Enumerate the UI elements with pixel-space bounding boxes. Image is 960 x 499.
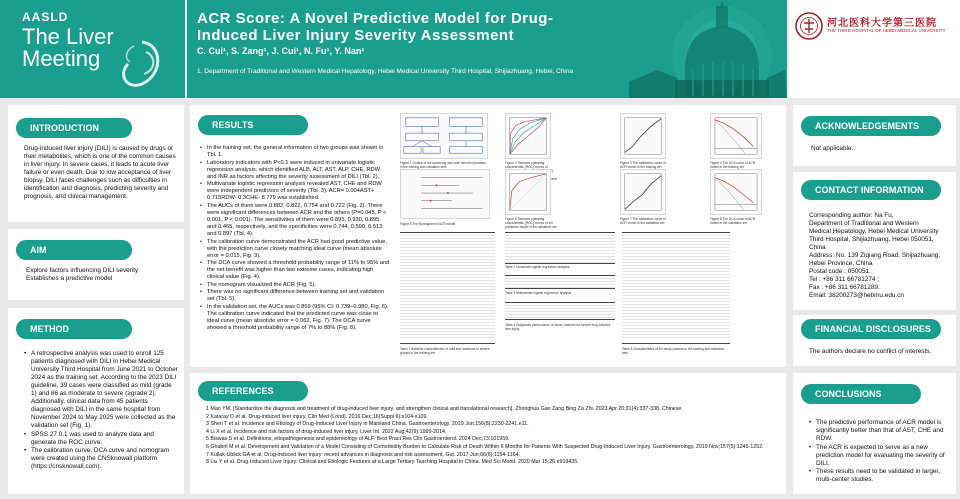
table-5-caption: Table 5 Characteristics of the study patients in the training and validation sets (622, 347, 725, 355)
figure-4-dca-chart (710, 113, 762, 159)
capitol-dome-illustration (627, 0, 787, 98)
financial-panel (793, 315, 956, 366)
figure-1-flowchart (400, 113, 488, 159)
method-panel (8, 308, 184, 494)
results-item: • The calibration curve demonstrated the ACR had good predictive value, with the prediction curve closely matching ideal curve (mean absolute error = 0.015, Fig. 3). (200, 239, 390, 260)
contact-line: China (809, 244, 826, 251)
reference-item: 8 Liu Y et al. Drug-Induced Liver Injury: Clinical and Etiologic Features at a Large Tertiary Teaching Hospital in China. Med Sci Monit. 2020 Mar 15;26:e919435. (206, 459, 579, 466)
acknowledgements-panel (793, 105, 956, 166)
aim-text (26, 267, 178, 283)
method-heading: METHOD (16, 319, 132, 339)
table-4-diagnostic (505, 302, 615, 320)
contact-line: Tel : +86 311 66781274 ; (809, 276, 880, 283)
references-list (206, 406, 780, 467)
table-4-caption: Table 4 Diagnostic performance of serum markers for severe drug-induced liver injury (505, 323, 611, 331)
liver-meeting-logo (22, 26, 114, 70)
hospital-seal-icon (795, 12, 823, 40)
contact-text (809, 212, 954, 300)
reference-item: 4 Li X et al. Incidence and risk factors of drug-induced liver injury. Liver Int. 2022 Aug;42(9):1999-2014. (206, 428, 447, 435)
contact-panel (793, 172, 956, 310)
table-1-caption: Table 1 Baseline characteristics of mild and moderate to severe groups in the training set (400, 347, 490, 355)
aasld-logo-text: AASLD (22, 10, 69, 24)
contact-heading: CONTACT INFORMATION (801, 180, 941, 200)
aim-line-1: Explore factors influencing DILI severity (26, 267, 139, 274)
introduction-panel (8, 105, 184, 222)
figure-8-caption: Figure 8 The DCA curve of ACR model in the validation set (710, 217, 756, 225)
introduction-heading: INTRODUCTION (16, 118, 132, 138)
figure-7-caption: Figure 7 The calibration curve of ACR model in the validation set (620, 217, 666, 225)
conclusions-list (809, 419, 951, 485)
meeting-logo-panel (0, 0, 185, 98)
conclusion-item: • The ACR is expected to serve as a new prediction model for evaluating the severity of DILI. (809, 444, 951, 468)
figure-2-roc-chart (505, 113, 551, 159)
figure-8-dca-chart (710, 169, 762, 215)
author-list: C. Cui¹, S. Zang¹, J. Cui¹, N. Fu¹, Y. Nan¹ (197, 46, 365, 56)
figure-7-calibration-chart (620, 169, 666, 215)
contact-line: Fax : +86 311 66781289. (809, 284, 880, 291)
results-item: • The DCA curve showed a threshold probability range of 11% to 95% and the net benefit was higher than two extreme cases, indicating high clinical value (Fig. 4). (200, 260, 390, 281)
reference-item: 6 Ghabril M et al. Development and Validation of a Model Consisting of Comorbidity Burden to Calculate Risk of Death Within 6 Months for Patients With Suspected Drug-Induced Liver Injury. Gastroenterology. 2019 Nov;157(5):1245-1252. (206, 443, 764, 450)
hospital-name-cn: 河北医科大学第三医院 (827, 18, 937, 29)
figure-2-caption: Figure 2 Receiver operating characteristic (ROC) curves of aspartate aminotransferase (AST), cholinesterase (CHE), red cell volume distribution width (RDW) and ACR model in the training set (505, 161, 557, 185)
contact-line: Department of Traditional and Western (809, 220, 919, 227)
reference-item: 7 Kullak-Ublick GA et al. Drug-induced liver injury: recent advances in diagnosis and risk assessment. Gut. 2017 Jun;66(6):1154-1164. (206, 451, 520, 458)
reference-item: 3 Shen T et al. Incidence and Etiology of Drug-Induced Liver Injury in Mainland China. Gastroenterology. 2019 Jun;156(8):2230-2241.e11. (206, 421, 529, 428)
conclusion-item: • The predictive performance of ACR model is significantly better than that of AST, CHE and RDW. (809, 419, 951, 443)
aim-heading: AIM (16, 240, 132, 260)
table-2-caption: Table 2 Univariate logistic regression analysis (505, 265, 570, 269)
introduction-text: Drug-induced liver injury (DILI) is caused by drugs or their metabolites, which is one of the common causes in liver injury. In severe cases, it leads to acute liver failure or even death. Due to low acceptance of liver biopsy, DILI faces challenges such as difficulties in identification and diagnosis, predicting severity and prognosis, and clinical management. (24, 145, 176, 200)
aim-line-2: Establishes a predictive model (26, 275, 113, 282)
figure-5-nomogram (400, 169, 490, 219)
figure-6-caption: Figure 6 Receiver operating characteristic (ROC) curves of the prediction model in the validation set (505, 217, 557, 229)
results-item: • In the validation set, the AUCs was 0.859 (95% CI: 0.739–0.980, Fig. 6). The calibration curve indicated that the predicted curve was close to ideal curve (mean absolute error = 0.062, Fig. 7). The DCA curve showed a threshold probability range of 7% to 88% (Fig. 8). (200, 304, 390, 332)
results-item: • In the training set, the general information of two groups was shown in Tbl. 1. (200, 145, 390, 159)
reference-item: 1 Mao YM. [Standardize the diagnosis and treatment of drug-induced liver injury, and strengthen clinical and translational research]. Zhonghua Gan Zang Bing Za Zhi. 2023 Apr 20;31(4):337-338. Chinese. (206, 406, 683, 412)
contact-line: Corresponding author: Na Fu, (809, 212, 894, 219)
results-heading: RESULTS (198, 115, 308, 135)
logo-line-1: The Liver (22, 24, 114, 49)
figure-4-caption: Figure 4 The DCA curve of ACR model in the training set (710, 161, 756, 169)
conclusions-panel (793, 373, 956, 494)
logo-line-2: Meeting (22, 46, 101, 71)
aim-panel (8, 229, 184, 300)
acknowledgements-heading: ACKNOWLEDGEMENTS (801, 116, 941, 136)
results-item: • There was no significant difference between training set and validation set (Tbl. 5). (200, 289, 390, 303)
method-item: • The calibration curve, DCA curve and nomogram were created using the CNSknowall platform (https://cnsknowall.com). (24, 447, 178, 471)
results-item: • The AUCs of them were 0.882, 0.822, 0.754 and 0.722 (Fig. 2). There were significant differences between ACR and the others (P=0.045, P < 0.001, P < 0.001). The sensitivities of them were 0.895, 0.930, 0.895 and 0.465, respectively, and the specificities were 0.744, 0.590, 0.513 and 0.897 (Tbl. 4). (200, 203, 390, 238)
title-banner (187, 0, 787, 98)
contact-line: Address: No. 139 Ziqiang Road, Shijiazhuang, (809, 252, 941, 259)
title-line-1: ACR Score: A Novel Predictive Model for Drug- (197, 10, 554, 27)
references-heading: REFERENCES (198, 381, 308, 401)
method-list (24, 350, 178, 472)
financial-text: The authors declare no conflict of interests. (809, 348, 932, 355)
method-item: • A retrospective analysis was used to enroll 125 patients diagnosed with DILI in Hebei Medical University Third Hospital from June 2021 to October 2024 as the training set. According to the 2023 DILI guideline, 39 cases were classified as mild (grade 1) and 86 as moderate to severe (≥grade 2). Additionally, clinical data from 45 patients diagnosed with DILI in the same hospital from November 2024 to May 2025 were collected as the validation set (Fig. 1). (24, 350, 178, 430)
table-3-multivariate (505, 275, 615, 289)
contact-line: Third Hospital, Shijiazhuang, Hebei 050051, (809, 236, 934, 243)
figure-5-caption: Figure 5 The Nomogram of ACR model (400, 222, 456, 226)
references-panel (190, 373, 786, 494)
contact-line: Medical Hepatology, Hebei Medical University (809, 228, 939, 235)
figure-1-caption: Figure 1 Outline of the screening and case selection process in the training and validation sets (400, 161, 486, 169)
affiliation: 1. Department of Traditional and Western Medical Hepatology, Hebei Medical University Third Hospital, Shijiazhuang, Hebei, China (197, 68, 574, 75)
results-item: • Multivariate logistic regression analysis revealed AST, CHE and RDW were independent predictors of severity (Tbl. 3). ACR= 0.004AST+ 0.715RDW- 0.3CHE- 8.779 was established. (200, 181, 390, 202)
hospital-logo-panel (789, 0, 960, 98)
table-1-baseline (400, 232, 495, 344)
results-panel (190, 105, 786, 367)
hospital-name-en: THE THIRD HOSPITAL OF HEBEI MEDICAL UNIVERSITY (827, 28, 946, 33)
financial-heading: FINANCIAL DISCLOSURES (801, 319, 941, 339)
poster-title (197, 10, 617, 44)
acknowledgements-text: Not applicable. (811, 145, 854, 152)
figure-3-calibration-chart (620, 113, 666, 159)
reference-item: 5 Biswas S et al. Definitions, etiopathogenesis and epidemiology of ALF. Best Pract Res Clin Gastroenterol. 2024 Dec;73:101959. (206, 436, 510, 443)
contact-email[interactable]: Email: 38200273@hebmu.edu.cn (809, 292, 904, 299)
results-item: • The nomogram visualized the ACR (Fig. 5). (200, 282, 390, 289)
results-item: • Laboratory indicators with P<0.1 were induced in univariate logistic regression analysis, which identified ALB, ALT, AST, ALP, CHE, RDW and INR as factors affecting the severity assessment of DILI (Tbl. 2). (200, 160, 390, 181)
method-item: • SPSS 27.0.1 was used to analyze data and generate the ROC curve. (24, 431, 178, 447)
reference-item: 2 Kataray D et al. Drug-induced liver injury. Clin Med (Lond). 2016 Dec;16(Suppl 6):s104-s109. (206, 413, 428, 420)
contact-line: Hebei Province, China (809, 260, 873, 267)
liver-swirl-icon (112, 34, 172, 94)
table-3-caption: Table 3 Multivariate logistic regression analysis (505, 291, 572, 295)
figure-3-caption: Figure 3 The calibration curve of ACR model in the training set (620, 161, 666, 169)
results-list (200, 145, 390, 333)
title-line-2: Induced Liver Injury Severity Assessment (197, 27, 515, 44)
figure-6-roc-chart (505, 169, 551, 215)
conclusion-item: • These results need to be validated in larger, multi-center studies. (809, 468, 951, 484)
contact-line: Postal code : 050051. (809, 268, 871, 275)
table-5-sets (622, 232, 730, 344)
conclusions-heading: CONCLUSIONS (801, 384, 921, 404)
table-2-univariate (505, 232, 615, 264)
